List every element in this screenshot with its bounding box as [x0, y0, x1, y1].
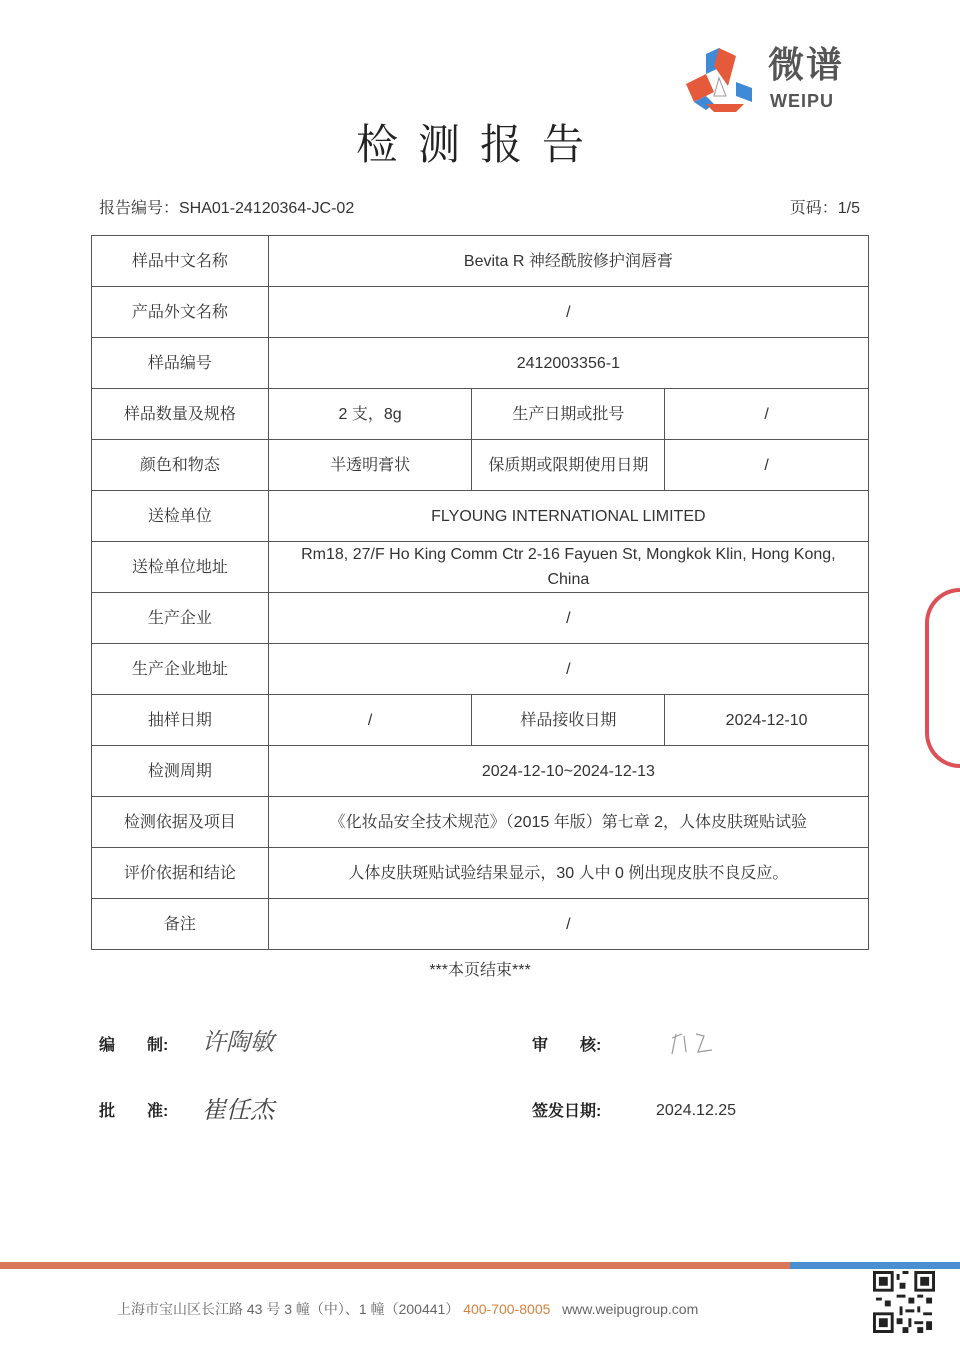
end-of-page-note: ***本页结束*** [429, 962, 531, 979]
table-row [92, 593, 869, 644]
footer-website[interactable]: www.weipugroup.com [562, 1301, 699, 1317]
footer-bar-orange [0, 1262, 790, 1269]
footer-phone: 400-700-8005 [463, 1301, 551, 1317]
compiled-label: 编 制: [99, 1037, 169, 1054]
row-label: 样品中文名称 [92, 236, 269, 287]
row-value: 2412003356-1 [268, 338, 868, 389]
table-row [92, 338, 869, 389]
page-title: 检测报告 [355, 120, 604, 169]
table-row [92, 899, 869, 950]
row-value: / [665, 389, 869, 440]
row-label: 检测依据及项目 [92, 797, 269, 848]
row-value: / [268, 287, 868, 338]
row-value: 2 支，8g [268, 389, 472, 440]
row-label: 检测周期 [92, 746, 269, 797]
footer-contact [117, 1299, 698, 1319]
row-label: 评价依据和结论 [92, 848, 269, 899]
footer-bar-blue [790, 1262, 960, 1269]
table-row [92, 389, 869, 440]
report-number: 报告编号：SHA01-24120364-JC-02 [99, 200, 355, 217]
approved-label: 批 准: [99, 1103, 169, 1120]
reviewed-signature-icon [668, 1028, 718, 1060]
table-row [92, 287, 869, 338]
logo-text-cn: 微谱 [768, 44, 845, 85]
table-row [92, 236, 869, 287]
row-label: 生产日期或批号 [472, 389, 665, 440]
table-row [92, 797, 869, 848]
page-number: 页码：1/5 [789, 200, 860, 217]
table-row [92, 848, 869, 899]
table-row [92, 644, 869, 695]
row-label: 产品外文名称 [92, 287, 269, 338]
table-row [92, 491, 869, 542]
issue-date-label: 签发日期: [532, 1103, 602, 1120]
reviewed-label: 审 核: [532, 1037, 602, 1054]
row-value: / [268, 644, 868, 695]
row-value: FLYOUNG INTERNATIONAL LIMITED [268, 491, 868, 542]
row-value: 半透明膏状 [268, 440, 472, 491]
row-value: / [665, 440, 869, 491]
row-value: 人体皮肤斑贴试验结果显示，30 人中 0 例出现皮肤不良反应。 [268, 848, 868, 899]
row-label: 生产企业 [92, 593, 269, 644]
row-value: 《化妆品安全技术规范》（2015 年版）第七章 2，人体皮肤斑贴试验 [268, 797, 868, 848]
table-row [92, 746, 869, 797]
row-value: Bevita R 神经酰胺修护润唇膏 [268, 236, 868, 287]
row-label: 颜色和物态 [92, 440, 269, 491]
table-row [92, 542, 869, 593]
logo-text-en: WEIPU [770, 91, 835, 111]
issue-date: 2024.12.25 [656, 1102, 737, 1119]
row-label: 样品编号 [92, 338, 269, 389]
row-value: 2024-12-10 [665, 695, 869, 746]
compiled-signature: 许陶敏 [202, 1028, 274, 1056]
row-value: Rm18, 27/F Ho King Comm Ctr 2-16 Fayuen St, Mongkok Klin, Hong Kong, China [268, 542, 868, 593]
official-stamp-icon [925, 588, 960, 768]
row-label: 保质期或限期使用日期 [472, 440, 665, 491]
qr-code-icon [872, 1271, 936, 1333]
table-row [92, 695, 869, 746]
row-label: 样品数量及规格 [92, 389, 269, 440]
weipu-logo-icon [684, 46, 754, 114]
row-value: / [268, 695, 472, 746]
row-label: 样品接收日期 [472, 695, 665, 746]
row-value: / [268, 899, 868, 950]
row-label: 送检单位地址 [92, 542, 269, 593]
row-label: 备注 [92, 899, 269, 950]
row-label: 送检单位 [92, 491, 269, 542]
row-value: / [268, 593, 868, 644]
footer-address: 上海市宝山区长江路 43 号 3 幢（中）、1 幢（200441） [117, 1301, 460, 1317]
approved-signature: 崔任杰 [202, 1096, 274, 1124]
table-row [92, 440, 869, 491]
row-label: 抽样日期 [92, 695, 269, 746]
row-value: 2024-12-10~2024-12-13 [268, 746, 868, 797]
report-table [91, 235, 869, 950]
row-label: 生产企业地址 [92, 644, 269, 695]
